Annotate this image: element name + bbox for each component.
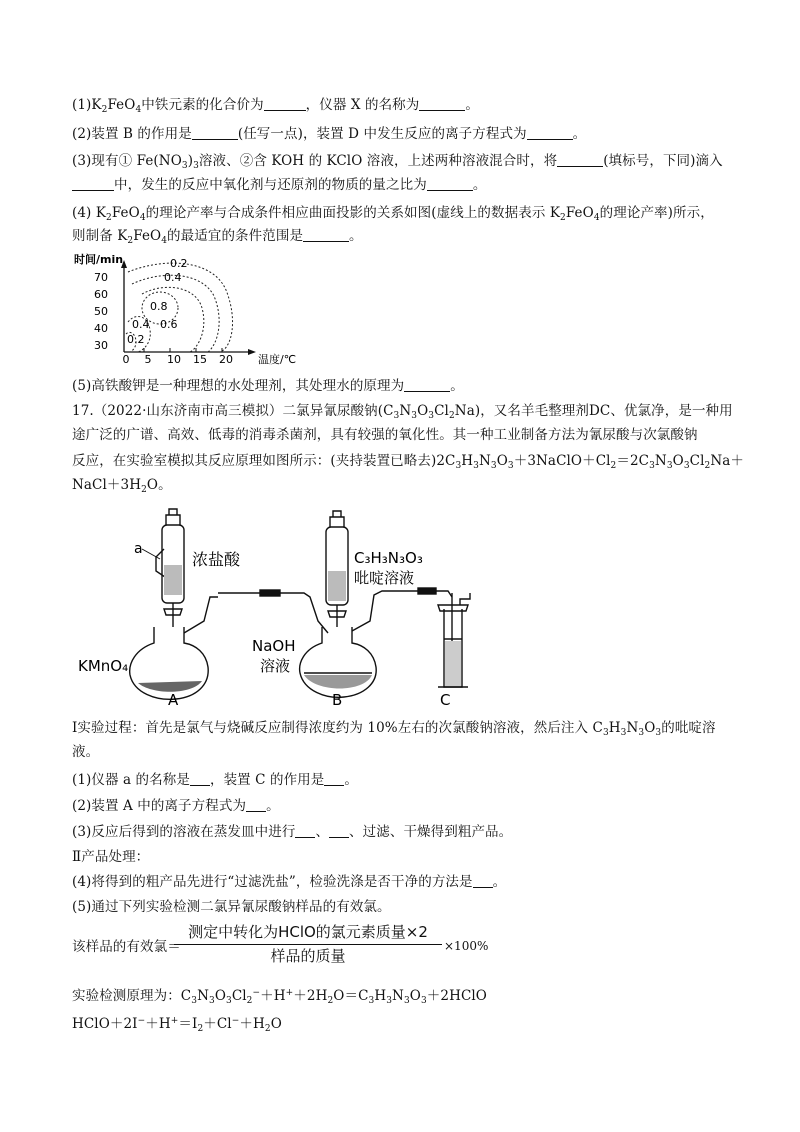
part1-q2: (2)装置 A 中的离子方程式为 。 (72, 798, 280, 814)
principle-eq2: $HClO+2I^-+H^+=I_2+Cl^-+H_2O$ (72, 1016, 282, 1034)
label-kmno4: KMnO₄ (78, 657, 129, 675)
y-axis-label: 时间/min (74, 253, 124, 266)
x-axis-arrow (248, 349, 256, 355)
formula-lhs: 该样品的有效氯＝ (72, 939, 181, 955)
answer-blank (329, 823, 349, 838)
answer-blank (246, 797, 266, 812)
part1-q1: (1)仪器 a 的名称是 ，装置 C 的作用是 。 (72, 772, 358, 788)
label-naoh-solution: 溶液 (260, 657, 291, 675)
q16-part4-cont: 则制备 $K_2FeO_4$的最适宜的条件范围是 。 (72, 228, 363, 246)
answer-blank (190, 771, 210, 786)
answer-blank (264, 96, 306, 111)
answer-blank (427, 176, 473, 191)
y-tick-60: 60 (94, 288, 108, 301)
answer-blank (303, 227, 349, 242)
label-hcl: 浓盐酸 (192, 550, 241, 569)
q17-intro-line4: $NaCl+3H_2O$。 (72, 477, 172, 495)
q16-part2: (2)装置 B 的作用是 (任写一点)，装置 D 中发生反应的离子方程式为 。 (72, 126, 587, 142)
y-tick-40: 40 (94, 322, 108, 335)
x-tick-0: 0 (122, 353, 130, 366)
answer-blank (295, 823, 315, 838)
contour-label: 0.4 (164, 271, 182, 284)
label-b-flask: B (332, 691, 343, 709)
contour-label: 0.6 (160, 318, 178, 331)
label-naoh: NaOH (252, 637, 296, 655)
label-a-flask: A (168, 691, 179, 709)
apparatus-diagram (72, 505, 492, 710)
answer-blank (192, 125, 238, 140)
answer-blank (324, 771, 344, 786)
q16-part1: $(1)K_2FeO_4$中铁元素的化合价为 ，仪器 X 的名称为 。 (72, 97, 479, 115)
y-tick-70: 70 (94, 271, 108, 284)
q16-part5: (5)高铁酸钾是一种理想的水处理剂，其处理水的原理为 。 (72, 378, 464, 394)
y-tick-50: 50 (94, 305, 108, 318)
formula-numerator: 测定中转化为HClO的氯元素质量×2 (188, 923, 428, 941)
contour-0.4-outer (132, 275, 219, 352)
formula-denominator: 样品的质量 (270, 947, 346, 965)
part2-q5: (5)通过下列实验检测二氯异氰尿酸钠样品的有效氯。 (72, 899, 391, 915)
label-pyridine: 吡啶溶液 (354, 569, 415, 587)
q16-part3: (3)现有① $Fe(NO_3)_3$溶液、②含 KOH 的 KClO 溶液，上述两种溶液混合时，将 (填标号，下同)滴入 (72, 153, 723, 171)
answer-blank (404, 377, 450, 392)
q17-intro-line2: 途广泛的广谱、高效、低毒的消毒杀菌剂，具有较强的氧化性。其一种工业制备方法为氰尿酸与次氯酸钠 (72, 427, 698, 443)
q17-intro-line1: 17.（2022·山东济南市高三模拟）二氯异氰尿酸钠$(C_3N_3O_3Cl_2Na)$，又名羊毛整理剂DC、优氯净，是一种用 (72, 403, 733, 421)
label-cyanuric-acid: C₃H₃N₃O₃ (354, 549, 423, 567)
pyridine-liquid (328, 571, 346, 601)
fraction-bar (174, 944, 442, 945)
yield-contour-figure (72, 250, 312, 368)
answer-blank (557, 152, 603, 167)
part2-q4: (4)将得到的粗产品先进行“过滤洗盐”，检验洗涤是否干净的方法是 。 (72, 874, 507, 890)
q17-intro-line3: 反应，在实验室模拟其反应原理如图所示：(夹持装置已略去)$2C_3H_3N_3O_3+3NaClO+Cl_2=2C_3N_3O_3Cl_2Na+$ (72, 453, 745, 471)
answer-blank (72, 176, 114, 191)
x-tick-15: 15 (193, 353, 207, 366)
connecting-tube-bc (352, 591, 452, 631)
label-c-cylinder: C (440, 691, 451, 709)
q16-part3-cont: 中，发生的反应中氧化剂与还原剂的物质的量之比为 。 (72, 175, 486, 195)
x-tick-20: 20 (219, 353, 233, 366)
part2-title: Ⅱ产品处理： (72, 849, 150, 865)
x-tick-5: 5 (144, 353, 152, 366)
answer-blank (473, 873, 493, 888)
part1-q3: (3)反应后得到的溶液在蒸发皿中进行 、 、过滤、干燥得到粗产品。 (72, 824, 513, 840)
answer-blank (419, 96, 465, 111)
flask-a-sidearm (184, 597, 218, 633)
principle-eq1: 实验检测原理为：$C_3N_3O_3Cl_2^-+H^++2H_2O=C_3H_3N_3O_3+2HClO$ (72, 988, 487, 1006)
q16-part4: (4) $K_2FeO_4$的理论产率与合成条件相应曲面投影的关系如图(虚线上的数据表示 $K_2FeO_4$的理论产率)所示， (72, 205, 714, 223)
connecting-tube-ab (218, 593, 328, 633)
answer-blank (527, 125, 573, 140)
hcl-liquid (164, 565, 182, 595)
x-axis-label: 温度/℃ (258, 353, 297, 366)
contour-label: 0.2 (170, 257, 188, 270)
formula-tail: ×100% (444, 939, 489, 953)
x-tick-10: 10 (167, 353, 181, 366)
part1-line1: Ⅰ实验过程：首先是氯气与烧碱反应制得浓度约为 10%左右的次氯酸钠溶液，然后注入 $C_3H_3N_3O_3$的吡啶溶 (72, 720, 716, 738)
y-tick-30: 30 (94, 339, 108, 352)
contour-label: 0.4 (132, 318, 150, 331)
naoh-liquid (304, 675, 372, 689)
absorber-liquid (445, 641, 461, 686)
part1-line2: 液。 (72, 744, 100, 760)
contour-label: 0.8 (150, 300, 168, 313)
label-a: a (134, 541, 143, 557)
contour-label: 0.2 (127, 333, 145, 346)
